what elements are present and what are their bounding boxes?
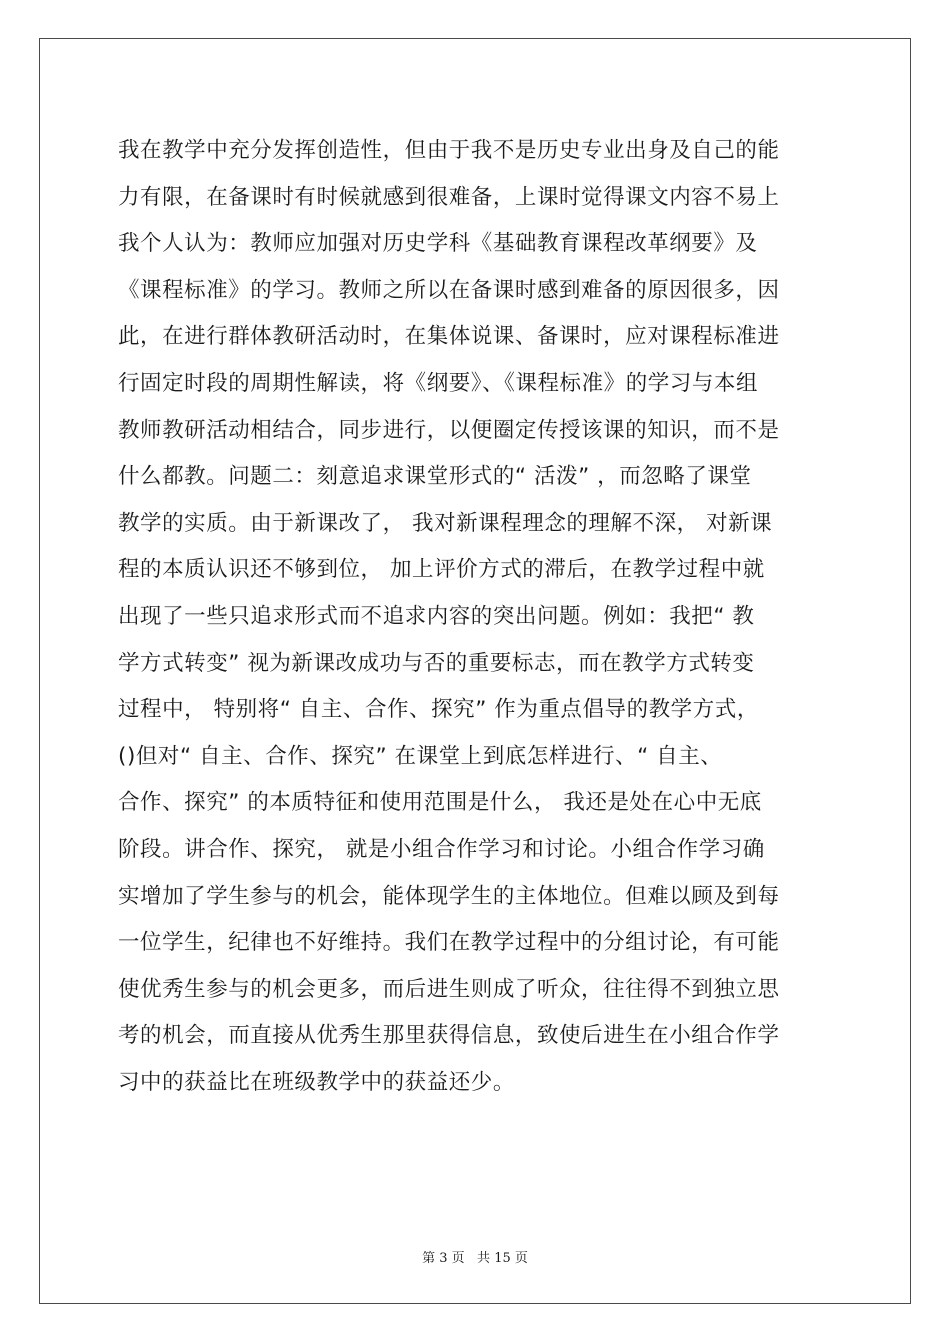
- text-line: 学方式转变” 视为新课改成功与否的重要标志，而在教学方式转变: [118, 650, 755, 676]
- text-line: 程的本质认识还不够到位， 加上评价方式的滞后，在教学过程中就: [118, 557, 765, 583]
- text-line: 阶段。讲合作、探究， 就是小组合作学习和讨论。小组合作学习确: [118, 836, 765, 862]
- text-line: 《课程标准》的学习。教师之所以在备课时感到难备的原因很多，因: [118, 277, 780, 303]
- text-line: 此，在进行群体教研活动时，在集体说课、备课时，应对课程标准进: [118, 324, 780, 350]
- text-line: 实增加了学生参与的机会，能体现学生的主体地位。但难以顾及到每: [118, 883, 780, 909]
- text-line: 什么都教。问题二：刻意追求课堂形式的“ 活泼” ，而忽略了课堂: [118, 464, 752, 490]
- text-line: 合作、探究” 的本质特征和使用范围是什么， 我还是处在心中无底: [118, 790, 762, 816]
- text-line: 考的机会，而直接从优秀生那里获得信息，致使后进生在小组合作学: [118, 1023, 780, 1049]
- document-body: [118, 128, 838, 1106]
- text-line: 力有限，在备课时有时候就感到很难备，上课时觉得课文内容不易上: [118, 184, 780, 210]
- text-line: 行固定时段的周期性解读，将《纲要》、《课程标准》的学习与本组: [118, 370, 759, 396]
- text-line: 教师教研活动相结合，同步进行，以便圈定传授该课的知识，而不是: [118, 417, 780, 443]
- text-line: 习中的获益比在班级教学中的获益还少。: [118, 1069, 515, 1095]
- page-number-footer: 第 3 页 共 15 页: [422, 1251, 528, 1266]
- text-line: 出现了一些只追求形式而不追求内容的突出问题。例如：我把“ 教: [118, 603, 755, 629]
- text-line: 过程中， 特别将“ 自主、合作、探究” 作为重点倡导的教学方式，: [118, 697, 759, 723]
- text-line: 使优秀生参与的机会更多，而后进生则成了听众，往往得不到独立思: [118, 976, 780, 1002]
- text-line: 教学的实质。由于新课改了， 我对新课程理念的理解不深， 对新课: [118, 510, 773, 536]
- text-line: 一位学生，纪律也不好维持。我们在教学过程中的分组讨论，有可能: [118, 930, 780, 956]
- text-line: ()但对“ 自主、合作、探究” 在课堂上到底怎样进行、“ 自主、: [118, 743, 723, 769]
- text-line: 我在教学中充分发挥创造性，但由于我不是历史专业出身及自己的能: [118, 138, 780, 163]
- text-line: 我个人认为：教师应加强对历史学科《基础教育课程改革纲要》及: [118, 231, 758, 257]
